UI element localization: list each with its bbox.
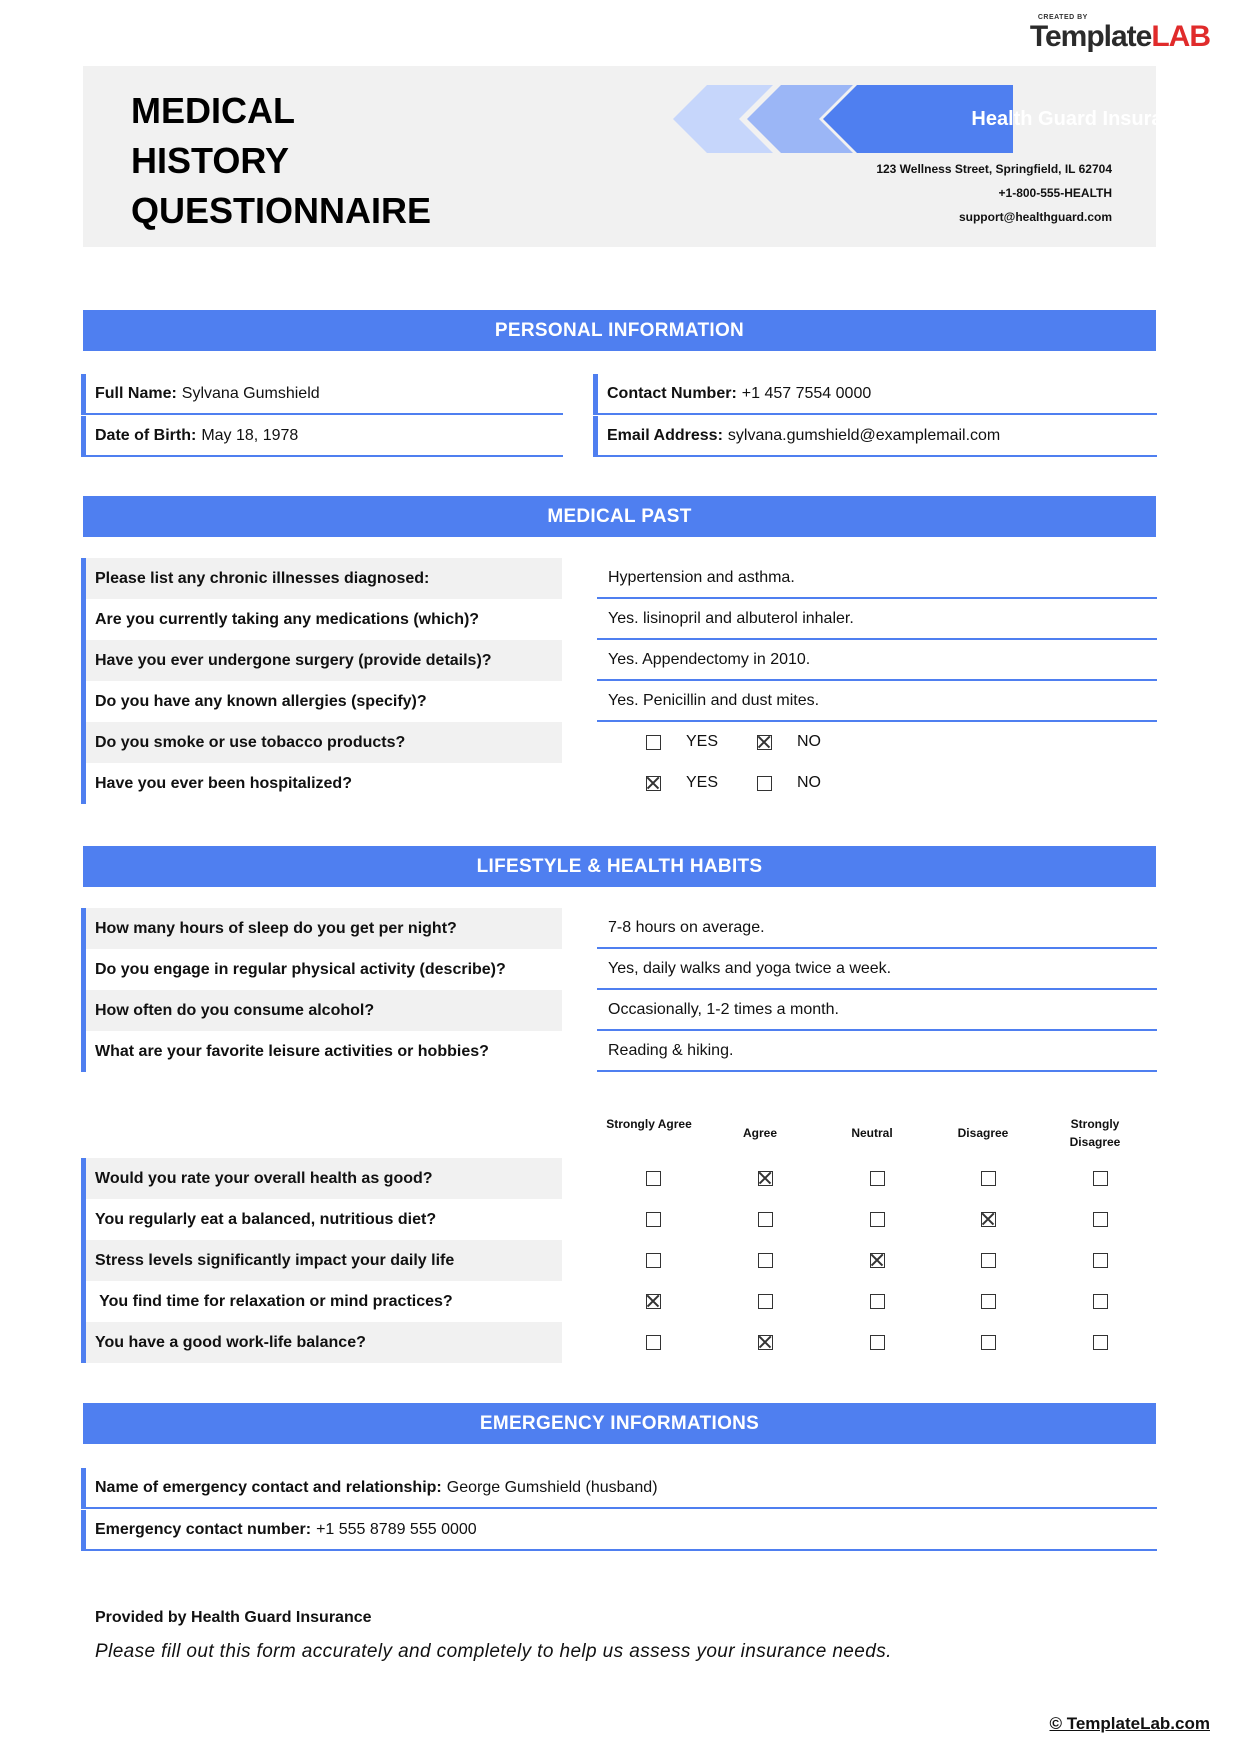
email-address-label: Email Address: (607, 426, 723, 444)
yes-checkbox[interactable] (646, 776, 661, 791)
rating-checkbox[interactable] (870, 1335, 885, 1350)
rating-checkbox[interactable] (758, 1171, 773, 1186)
no-label: NO (797, 774, 821, 791)
email-address-field[interactable] (593, 416, 1157, 457)
rating-checkbox[interactable] (646, 1253, 661, 1268)
logo-brand-template: Template (1029, 20, 1152, 53)
lifestyle-answer-field[interactable]: Reading & hiking. (597, 1031, 1157, 1072)
contact-number-value: +1 457 7554 0000 (741, 384, 872, 402)
title-line-2: HISTORY (131, 140, 290, 181)
lifestyle-answer-field[interactable]: 7-8 hours on average. (597, 908, 1157, 949)
yes-label: YES (686, 774, 719, 791)
scale-header-strongly-agree: Strongly Agree (606, 1117, 692, 1131)
lifestyle-question: How often do you consume alcohol? (81, 990, 562, 1031)
rating-checkbox[interactable] (981, 1171, 996, 1186)
templatelab-logo (1030, 14, 1210, 54)
dob-label: Date of Birth: (95, 426, 197, 444)
date-of-birth-field[interactable] (81, 416, 563, 457)
lifestyle-question: What are your favorite leisure activities or hobbies? (81, 1031, 562, 1072)
rating-checkbox[interactable] (870, 1294, 885, 1309)
section-medical-past: MEDICAL PAST (83, 496, 1156, 537)
rating-checkbox[interactable] (646, 1335, 661, 1350)
rating-checkbox[interactable] (1093, 1294, 1108, 1309)
medical-question: Do you have any known allergies (specify)? (81, 681, 562, 722)
rating-checkbox[interactable] (646, 1294, 661, 1309)
medical-question: Are you currently taking any medications (which)? (81, 599, 562, 640)
company-email: support@healthguard.com (958, 210, 1112, 224)
yesno-question: Have you ever been hospitalized? (81, 763, 562, 804)
rating-checkbox[interactable] (981, 1212, 996, 1227)
lifestyle-question: How many hours of sleep do you get per night? (81, 908, 562, 949)
rating-question: You regularly eat a balanced, nutritious diet? (81, 1199, 562, 1240)
medical-answer-field[interactable]: Yes. lisinopril and albuterol inhaler. (597, 599, 1157, 640)
scale-header-strongly-disagree: Strongly Disagree (1069, 1117, 1121, 1149)
lifestyle-answer-field[interactable]: Yes, daily walks and yoga twice a week. (597, 949, 1157, 990)
section-personal-information: PERSONAL INFORMATION (83, 310, 1156, 351)
section-lifestyle: LIFESTYLE & HEALTH HABITS (83, 846, 1156, 887)
rating-checkbox[interactable] (1093, 1171, 1108, 1186)
emergency-contact-name-field[interactable] (81, 1468, 1157, 1509)
lifestyle-answer-field[interactable]: Occasionally, 1-2 times a month. (597, 990, 1157, 1031)
rating-question: You have a good work-life balance? (81, 1322, 562, 1363)
rating-question: You find time for relaxation or mind practices? (81, 1281, 562, 1322)
rating-checkbox[interactable] (1093, 1253, 1108, 1268)
no-checkbox[interactable] (757, 776, 772, 791)
full-name-field[interactable] (81, 374, 563, 415)
scale-header-neutral: Neutral (851, 1126, 893, 1140)
company-contact (876, 157, 1112, 229)
company-address: 123 Wellness Street, Springfield, IL 62704 (876, 162, 1112, 176)
rating-checkbox[interactable] (758, 1294, 773, 1309)
company-phone: +1-800-555-HEALTH (998, 186, 1112, 200)
copyright-link[interactable]: © TemplateLab.com (1049, 1714, 1210, 1733)
instructions-note: Please fill out this form accurately and completely to help us assess your insurance needs. (95, 1641, 892, 1662)
medical-answer-field[interactable]: Hypertension and asthma. (597, 558, 1157, 599)
medical-answer-field[interactable]: Yes. Appendectomy in 2010. (597, 640, 1157, 681)
rating-checkbox[interactable] (758, 1335, 773, 1350)
rating-question: Stress levels significantly impact your daily life (81, 1240, 562, 1281)
medical-answer-field[interactable]: Yes. Penicillin and dust mites. (597, 681, 1157, 722)
rating-checkbox[interactable] (870, 1253, 885, 1268)
rating-question: Would you rate your overall health as good? (81, 1158, 562, 1199)
lifestyle-question: Do you engage in regular physical activity (describe)? (81, 949, 562, 990)
full-name-label: Full Name: (95, 384, 177, 402)
logo-brand-lab: LAB (1151, 20, 1210, 53)
rating-checkbox[interactable] (758, 1253, 773, 1268)
yes-label: YES (686, 733, 719, 750)
emergency-name-value: George Gumshield (husband) (446, 1478, 658, 1496)
rating-checkbox[interactable] (981, 1335, 996, 1350)
medical-question: Have you ever undergone surgery (provide details)? (81, 640, 562, 681)
header-box (83, 66, 1197, 247)
emergency-name-label: Name of emergency contact and relationship: (95, 1478, 442, 1496)
title-line-3: QUESTIONNAIRE (131, 190, 432, 231)
title-line-1: MEDICAL (131, 90, 295, 131)
no-checkbox[interactable] (757, 735, 772, 750)
rating-checkbox[interactable] (646, 1212, 661, 1227)
rating-checkbox[interactable] (1093, 1335, 1108, 1350)
company-name: Health Guard Insurance (971, 107, 1197, 130)
emergency-contact-number-field[interactable] (81, 1510, 1157, 1551)
yesno-question: Do you smoke or use tobacco products? (81, 722, 562, 763)
email-address-value: sylvana.gumshield@examplemail.com (727, 426, 1001, 444)
emergency-number-label: Emergency contact number: (95, 1520, 312, 1538)
rating-checkbox[interactable] (646, 1171, 661, 1186)
emergency-number-value: +1 555 8789 555 0000 (316, 1520, 477, 1538)
provided-by: Provided by Health Guard Insurance (95, 1609, 372, 1626)
yes-checkbox[interactable] (646, 735, 661, 750)
rating-checkbox[interactable] (758, 1212, 773, 1227)
no-label: NO (797, 733, 821, 750)
dob-value: May 18, 1978 (201, 426, 299, 444)
logo-created-by: CREATED BY (1037, 14, 1088, 21)
rating-checkbox[interactable] (981, 1253, 996, 1268)
contact-number-label: Contact Number: (607, 384, 737, 402)
rating-checkbox[interactable] (870, 1171, 885, 1186)
full-name-value: Sylvana Gumshield (181, 384, 320, 402)
scale-header-disagree: Disagree (957, 1126, 1009, 1140)
page-title (131, 86, 431, 236)
contact-number-field[interactable] (593, 374, 1157, 415)
section-emergency: EMERGENCY INFORMATIONS (83, 1403, 1156, 1444)
scale-header-agree: Agree (742, 1126, 777, 1140)
medical-question: Please list any chronic illnesses diagnosed: (81, 558, 562, 599)
rating-checkbox[interactable] (1093, 1212, 1108, 1227)
rating-checkbox[interactable] (981, 1294, 996, 1309)
rating-checkbox[interactable] (870, 1212, 885, 1227)
